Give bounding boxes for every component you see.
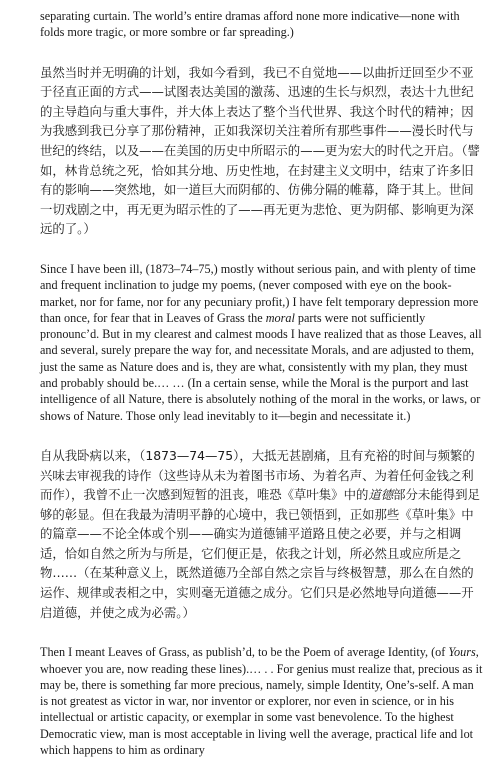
paragraph-zh-1 [40, 63, 484, 239]
paragraph-en-3 [40, 644, 484, 758]
text-run: separating curtain. The world’s entire dramas afford none more indicative—none with folds more tragic, or more sombre or far spreading.) [40, 9, 460, 40]
paragraph-zh-2 [40, 446, 484, 622]
text-run: Since I have been ill, (1873–74–75,) mostly without serious pain, and with plenty of time and frequent inclination to judge my poems, (never composed with eye on the book-market, nor for fame, nor for any pecuniary profit,) I have felt temporary depression more than once, for fear that in Leaves of Grass the [40, 261, 479, 325]
text-run: 部分未能得到足够的彰显。但在我最为清明平静的心境中，我已领悟到，正如那些《草叶集》中的篇章——不论全体或个别——确实为道德铺平道路且使之必要，并与之相调适，恰如自然之所为与所是，它们便正是，依我之计划，所必然且或应所是之物……（在某种意义上，既然道德乃全部自然之宗旨与终极智慧，那么在自然的运作、规律或表相之中，实则毫无道德之成分。它们只是必然地导向道德——开启道德，并使之成为必需。） [40, 487, 480, 620]
text-run: , whoever you are, now reading these lines).… . . For genius must realize that, precious as it may be, there is something far more precious, namely, simple Identity, One’s-self. A man is not greatest as victor in war, nor inventor or explorer, nor even in science, or in his intellectual or artistic capacity, or exemplar in some vast benevolence. To the highest Democratic view, man is most acceptable in living well the average, practical life and lot which happens to him as ordinary [40, 645, 483, 758]
text-run: Then I meant Leaves of Grass, as publish’d, to be the Poem of average Identity, (of [40, 645, 449, 660]
text-run: 虽然当时并无明确的计划，我如今看到，我已不自觉地——以曲折迂回至少不亚于径直正面的方式——试图表达美国的激荡、迅速的生长与炽烈，表达十九世纪的主导趋向与重大事件，并大体上表达了整个当代世界、我这个时代的精神；因为我感到我已分享了那份精神，正如我深切关注着所有那些事件——漫长时代与世纪的终结，以及——在美国的历史中所昭示的——更为宏大的时代之开启。（譬如，林肯总统之死，恰如其分地、历史性地，在封建主义文明中，结束了许多旧有的影响——突然地，如一道巨大而阴郁的、仿佛分隔的帷幕，降于其上。世间一切戏剧之中，再无更为昭示性的了——再无更为悲怆、更为阴郁、影响更为深远的了。） [40, 64, 480, 237]
paragraph-en-1 [40, 8, 484, 41]
text-run: parts were not sufficiently pronounc’d. But in my clearest and calmest moods I have realized that as those Leaves, all and several, surely prepare the way for, and necessitate Morals, and are adjusted to them, just the same as Nature does and is, they are what, consistently with my plan, they must and probably should be.… … (In a certain sense, while the Moral is the purport and last intelligence of all Nature, there is absolutely nothing of the moral in the works, or laws, or shows of Nature. Those only lead inevitably to it—begin and necessitate it.) [40, 310, 482, 423]
italic-text-run: moral [265, 310, 295, 325]
text-run: 自从我卧病以来，（1873—74—75），大抵无甚剧痛，且有充裕的时间与频繁的兴味去审视我的诗作（这些诗从未为着图书市场、为着名声、为着任何金钱之利而作），我曾不止一次感到短暂的沮丧，唯恐《草叶集》中的 [40, 447, 475, 503]
italic-text-run: 道德 [368, 487, 394, 503]
paragraph-en-2 [40, 261, 484, 424]
italic-text-run: Yours [448, 645, 476, 660]
